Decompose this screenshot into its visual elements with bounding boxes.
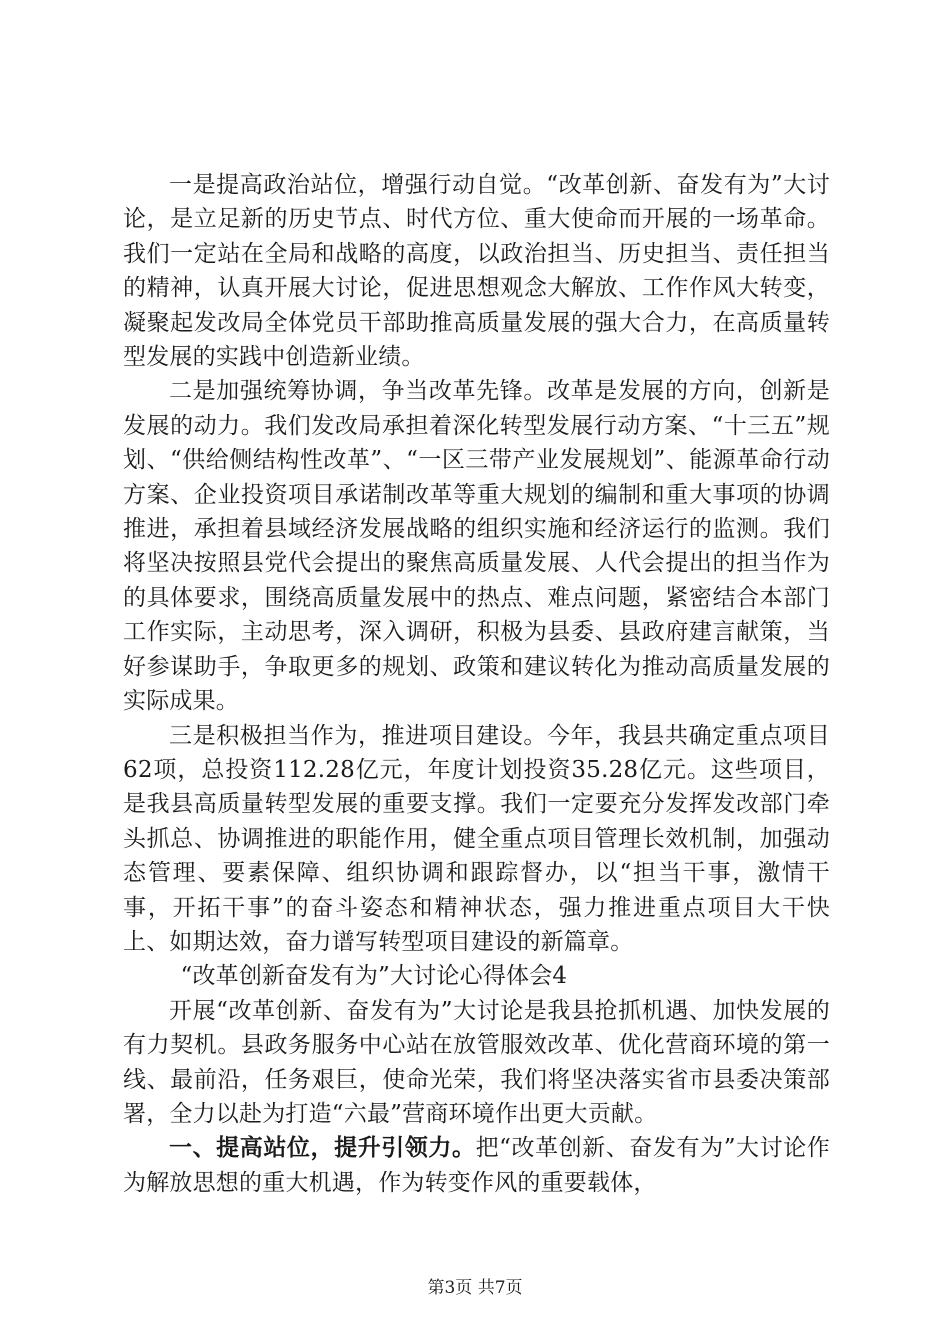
document-body [123,168,830,1200]
paragraph-2-text: 二是加强统筹协调，争当改革先锋。改革是发展的方向，创新是发展的动力。我们发改局承担着深化转型发展行动方案、“十三五”规划、“供给侧结构性改革”、“一区三带产业发展规划”、能源革命行动方案、企业投资项目承诺制改革等重大规划的编制和重大事项的协调推进，承担着县域经济发展战略的组织实施和经济运行的监测。我们将坚决按照县党代会提出的聚焦高质量发展、人代会提出的担当作为的具体要求，围绕高质量发展中的热点、难点问题，紧密结合本部门工作实际，主动思考，深入调研，积极为县委、县政府建言献策，当好参谋助手，争取更多的规划、政策和建议转化为推动高质量发展的实际成果。 [123,378,830,715]
paragraph-1-text: 一是提高政治站位，增强行动自觉。“改革创新、奋发有为”大讨论，是立足新的历史节点、时代方位、重大使命而开展的一场革命。我们一定站在全局和战略的高度，以政治担当、历史担当、责任担当的精神，认真开展大讨论，促进思想观念大解放、工作作风大转变，凝聚起发改局全体党员干部助推高质量发展的强大合力，在高质量转型发展的实践中创造新业绩。 [123,172,830,371]
paragraph-2 [123,374,830,718]
section-subtitle: “改革创新奋发有为”大讨论心得体会4 [180,963,568,990]
paragraph-1 [123,168,830,374]
paragraph-5-lead: 一、提高站位，提升引领力。 [169,1135,476,1162]
paragraph-5 [123,1131,830,1200]
paragraph-3 [123,719,830,960]
paragraph-5-text: 把“改革创新、奋发有为”大讨论作为解放思想的重大机遇，作为转变作风的重要载体， [123,1135,830,1196]
paragraph-3-text: 三是积极担当作为，推进项目建设。今年，我县共确定重点项目62项，总投资112.28亿元，年度计划投资35.28亿元。这些项目，是我县高质量转型发展的重要支撑。我们一定要充分发挥发改部门牵头抓总、协调推进的职能作用，健全重点项目管理长效机制，加强动态管理、要素保障、组织协调和跟踪督办，以“担当干事，激情干事，开拓干事”的奋斗姿态和精神状态，强力推进重点项目大干快上、如期达效，奋力谱写转型项目建设的新篇章。 [123,722,830,955]
paragraph-4-text: 开展“改革创新、奋发有为”大讨论是我县抢抓机遇、加快发展的有力契机。县政务服务中心站在放管服效改革、优化营商环境的第一线、最前沿，任务艰巨，使命光荣，我们将坚决落实省市县委决策部署，全力以赴为打造“六最”营商环境作出更大贡献。 [123,997,830,1127]
page-number-footer: 第3页 共7页 [427,1278,523,1298]
paragraph-4 [123,994,830,1132]
